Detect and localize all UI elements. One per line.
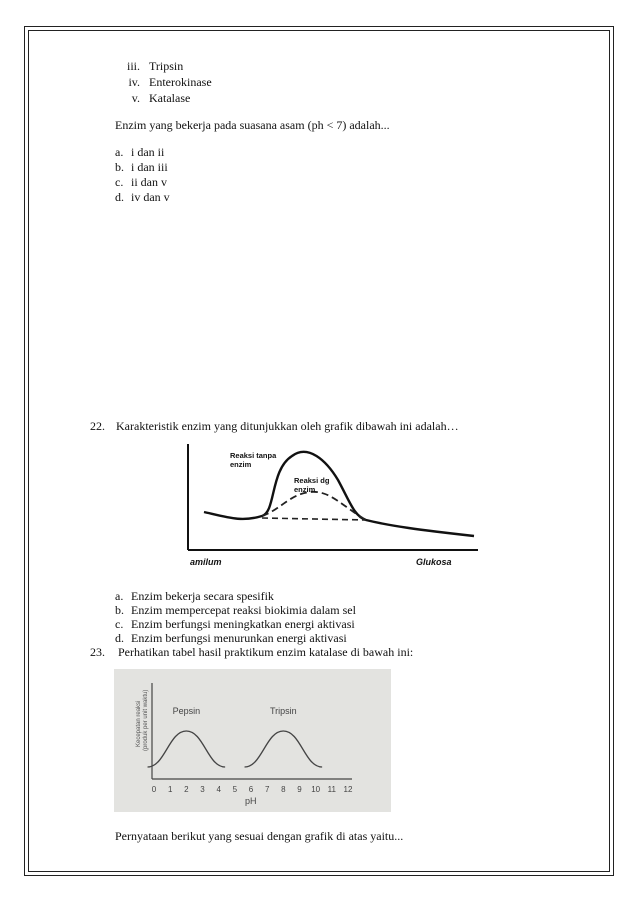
ph-series-label: Pepsin [172, 706, 201, 716]
ph-tick-label: 7 [264, 785, 270, 794]
ph-tick-label: 2 [184, 785, 189, 794]
ph-tick-label: 9 [297, 785, 302, 794]
answer-option: a. Enzim bekerja secara spesifik [115, 589, 274, 603]
label-with-enzyme-line2: enzim [294, 485, 316, 494]
ph-chart-ylabel-1: Kecepatan reaksi [136, 700, 142, 747]
list-item-text: Tripsin [149, 59, 184, 73]
label-without-enzyme-line2: enzim [230, 460, 252, 469]
list-item [118, 75, 212, 89]
ph-activity-chart [114, 669, 391, 812]
question-number: 22. [90, 419, 105, 433]
question-22 [90, 419, 459, 433]
enzyme-energy-figure [180, 440, 480, 575]
ph-chart-ylabel-2: (produk per unit waktu) [143, 689, 149, 751]
ph-chart-photo [114, 669, 391, 812]
list-item-number: iii. [126, 59, 140, 73]
ph-chart-xlabel: pH [245, 796, 257, 806]
answer-option: b. Enzim mempercepat reaksi biokimia dalam sel [115, 603, 356, 617]
ph-tick-label: 5 [232, 785, 238, 794]
ph-tick-label: 0 [151, 785, 157, 794]
question-stem: Perhatikan tabel hasil praktikum enzim katalase di bawah ini: [118, 645, 414, 659]
ph-tick-label: 3 [200, 785, 205, 794]
ph-tick-label: 6 [248, 785, 254, 794]
label-with-enzyme-line1: Reaksi dg [294, 476, 330, 485]
label-without-enzyme-line1: Reaksi tanpa [230, 451, 277, 460]
list-item-text: Enterokinase [149, 75, 212, 89]
ph-series-label: Tripsin [269, 706, 297, 716]
list-item-number: v. [131, 91, 140, 105]
list-item [118, 59, 183, 73]
list-item-text: Katalase [149, 91, 191, 105]
x-label-right: Glukosa [416, 557, 452, 567]
ph-tick-label: 12 [343, 785, 353, 794]
ph-curve-tripsin [245, 731, 323, 767]
question-23 [90, 645, 413, 659]
answer-option: d. iv dan v [115, 190, 170, 204]
closing-statement: Pernyataan berikut yang sesuai dengan grafik di atas yaitu... [115, 829, 404, 843]
answer-option: c. ii dan v [115, 175, 167, 189]
ph-tick-label: 10 [311, 785, 321, 794]
answer-option: c. Enzim berfungsi meningkatkan energi aktivasi [115, 617, 355, 631]
ph-tick-label: 8 [281, 785, 286, 794]
question-stem: Karakteristik enzim yang ditunjukkan oleh grafik dibawah ini adalah… [116, 419, 459, 433]
question-number: 23. [90, 645, 105, 659]
ph-tick-label: 4 [216, 785, 221, 794]
x-label-left: amilum [190, 557, 222, 567]
ph-tick-label: 1 [167, 785, 173, 794]
answer-option: b. i dan iii [115, 160, 168, 174]
list-item [118, 91, 190, 105]
question-stem: Enzim yang bekerja pada suasana asam (ph < 7) adalah... [115, 118, 390, 132]
answer-option: d. Enzim berfungsi menurunkan energi aktivasi [115, 631, 347, 645]
ph-curve-pepsin [148, 731, 226, 767]
list-item-number: iv. [128, 75, 140, 89]
baseline-dashed [262, 518, 366, 520]
ph-tick-label: 11 [327, 785, 336, 794]
answer-option: a. i dan ii [115, 145, 165, 159]
